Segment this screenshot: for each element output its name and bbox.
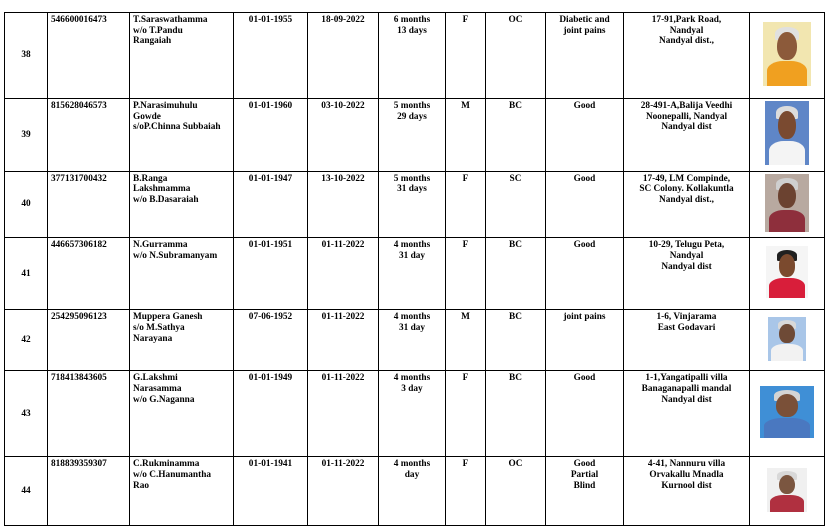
person-photo xyxy=(763,22,811,86)
duration-cell xyxy=(379,238,446,310)
name-line: P.Narasimuhulu xyxy=(133,101,198,111)
photo-cell xyxy=(750,371,825,457)
duration-line: 31 day xyxy=(398,323,426,334)
admission-date: 18-09-2022 xyxy=(321,15,365,25)
health-condition-cell xyxy=(546,238,624,310)
duration-line: 13 days xyxy=(397,25,427,36)
photo-cell xyxy=(750,13,825,99)
gender: F xyxy=(462,459,469,470)
caste-category: SC xyxy=(509,173,522,184)
address-cell xyxy=(624,310,750,371)
admission-date: 01-11-2022 xyxy=(321,312,365,323)
address-cell xyxy=(624,238,750,310)
aadhaar-number: 815628046573 xyxy=(51,101,107,111)
beneficiary-register-table xyxy=(4,12,825,526)
duration-line: 4 months xyxy=(393,459,431,470)
dob-cell xyxy=(234,171,308,238)
table-row xyxy=(5,171,825,238)
serial-number: 41 xyxy=(21,268,31,279)
dob-cell xyxy=(234,310,308,371)
serial-number: 40 xyxy=(21,199,31,210)
health-line: Good xyxy=(573,373,596,384)
address-cell xyxy=(624,99,750,172)
address-cell xyxy=(624,371,750,457)
address-cell xyxy=(624,457,750,526)
aadhaar-number: 546600016473 xyxy=(51,15,107,25)
serial-number-cell xyxy=(5,238,48,310)
date-of-birth: 01-01-1955 xyxy=(248,15,293,25)
address-line: Nandyal dist xyxy=(661,261,712,272)
gender-cell xyxy=(446,171,486,238)
duration-line: 3 day xyxy=(401,384,423,395)
address-line: East Godavari xyxy=(657,323,716,334)
photo-cell xyxy=(750,99,825,172)
table-row xyxy=(5,371,825,457)
category-cell xyxy=(486,13,546,99)
admission-date-cell xyxy=(308,457,379,526)
date-of-birth: 01-01-1960 xyxy=(248,101,293,111)
duration-line: 4 months xyxy=(393,312,431,323)
caste-category: OC xyxy=(508,459,523,470)
caste-category: BC xyxy=(509,240,522,251)
name-line: w/o B.Dasaraiah xyxy=(133,195,199,206)
aadhaar-cell xyxy=(48,310,130,371)
name-line: G.Lakshmi xyxy=(133,373,178,384)
gender-cell xyxy=(446,457,486,526)
name-cell xyxy=(130,99,234,172)
admission-date-cell xyxy=(308,99,379,172)
admission-date: 01-11-2022 xyxy=(321,373,365,384)
health-line: Blind xyxy=(573,480,596,491)
name-line: Muppera Ganesh xyxy=(133,312,203,323)
person-photo xyxy=(768,317,806,361)
name-line: w/o T.Pandu xyxy=(133,25,183,36)
health-line: joint pains xyxy=(563,312,606,323)
address-line: Nandyal dist xyxy=(661,394,712,405)
serial-number-cell xyxy=(5,457,48,526)
duration-line: 31 day xyxy=(398,251,426,262)
health-line: Good xyxy=(573,101,596,111)
admission-date-cell xyxy=(308,371,379,457)
name-line: T.Saraswathamma xyxy=(133,15,208,25)
admission-date: 01-11-2022 xyxy=(321,459,365,470)
person-photo xyxy=(767,468,807,512)
health-line: Good xyxy=(573,459,596,470)
address-line: 4-41, Nannuru villa xyxy=(647,459,726,470)
date-of-birth: 01-01-1949 xyxy=(248,373,293,384)
date-of-birth: 07-06-1952 xyxy=(248,312,293,323)
serial-number-cell xyxy=(5,371,48,457)
person-photo xyxy=(765,101,809,165)
aadhaar-number: 718413843605 xyxy=(51,373,107,384)
address-cell xyxy=(624,13,750,99)
photo-cell xyxy=(750,171,825,238)
health-condition-cell xyxy=(546,13,624,99)
category-cell xyxy=(486,99,546,172)
category-cell xyxy=(486,310,546,371)
duration-line: 5 months xyxy=(393,101,431,111)
category-cell xyxy=(486,171,546,238)
category-cell xyxy=(486,238,546,310)
duration-cell xyxy=(379,171,446,238)
address-line: Kurnool dist xyxy=(661,480,712,491)
dob-cell xyxy=(234,371,308,457)
gender-cell xyxy=(446,99,486,172)
table-row xyxy=(5,238,825,310)
name-line: Lakshmamma xyxy=(133,184,191,195)
gender: M xyxy=(461,312,470,323)
gender-cell xyxy=(446,238,486,310)
aadhaar-cell xyxy=(48,171,130,238)
address-line: 17-49, LM Compinde, xyxy=(642,173,731,184)
aadhaar-number: 818839359307 xyxy=(51,459,107,470)
gender-cell xyxy=(446,371,486,457)
gender: M xyxy=(461,101,470,111)
name-line: C.Rukminamma xyxy=(133,459,200,470)
name-line: w/o N.Subramanyam xyxy=(133,251,218,262)
address-line: Nandyal dist xyxy=(661,122,712,133)
admission-date: 01-11-2022 xyxy=(321,240,365,251)
caste-category: BC xyxy=(509,101,522,111)
aadhaar-cell xyxy=(48,99,130,172)
address-line: Orvakallu Mnadla xyxy=(649,470,724,481)
serial-number: 42 xyxy=(21,335,31,346)
category-cell xyxy=(486,371,546,457)
table-row xyxy=(5,457,825,526)
gender: F xyxy=(462,373,469,384)
serial-number-cell xyxy=(5,99,48,172)
admission-date-cell xyxy=(308,13,379,99)
name-cell xyxy=(130,371,234,457)
serial-number-cell xyxy=(5,13,48,99)
aadhaar-number: 446657306182 xyxy=(51,240,107,251)
aadhaar-number: 254295096123 xyxy=(51,312,107,323)
table-row xyxy=(5,13,825,99)
duration-line: 5 months xyxy=(393,173,431,184)
aadhaar-cell xyxy=(48,371,130,457)
address-line: Nandyal dist., xyxy=(658,195,715,206)
dob-cell xyxy=(234,99,308,172)
person-photo xyxy=(760,386,814,438)
name-line: s/oP.Chinna Subbaiah xyxy=(133,122,221,133)
caste-category: OC xyxy=(508,15,523,25)
admission-date: 13-10-2022 xyxy=(321,173,365,184)
address-cell xyxy=(624,171,750,238)
name-line: B.Ranga xyxy=(133,173,168,184)
aadhaar-cell xyxy=(48,457,130,526)
address-line: Nandyal dist., xyxy=(658,36,715,47)
health-line: Diabetic and xyxy=(559,15,610,25)
duration-line: 29 days xyxy=(397,111,427,122)
caste-category: BC xyxy=(509,373,522,384)
date-of-birth: 01-01-1951 xyxy=(248,240,293,251)
gender: F xyxy=(462,240,469,251)
admission-date-cell xyxy=(308,171,379,238)
health-condition-cell xyxy=(546,371,624,457)
duration-line: 31 days xyxy=(397,184,427,195)
name-cell xyxy=(130,13,234,99)
dob-cell xyxy=(234,457,308,526)
name-line: w/o G.Naganna xyxy=(133,394,195,405)
name-line: s/o M.Sathya xyxy=(133,323,185,334)
duration-line: 4 months xyxy=(393,240,431,251)
address-line: Nandyal xyxy=(669,251,704,262)
health-line: joint pains xyxy=(563,25,606,36)
duration-cell xyxy=(379,310,446,371)
name-line: w/o C.Hanumantha xyxy=(133,470,212,481)
aadhaar-cell xyxy=(48,13,130,99)
dob-cell xyxy=(234,238,308,310)
serial-number-cell xyxy=(5,310,48,371)
admission-date-cell xyxy=(308,238,379,310)
duration-cell xyxy=(379,457,446,526)
address-line: 28-491-A,Balija Veedhi xyxy=(640,101,733,111)
duration-cell xyxy=(379,371,446,457)
address-line: 17-91,Park Road, xyxy=(651,15,722,25)
name-cell xyxy=(130,238,234,310)
date-of-birth: 01-01-1941 xyxy=(248,459,293,470)
name-line: Gowde xyxy=(133,111,161,122)
caste-category: BC xyxy=(509,312,522,323)
duration-cell xyxy=(379,99,446,172)
duration-cell xyxy=(379,13,446,99)
name-line: Rangaiah xyxy=(133,36,172,47)
health-line: Good xyxy=(573,173,596,184)
duration-line: 6 months xyxy=(393,15,431,25)
photo-cell xyxy=(750,457,825,526)
health-condition-cell xyxy=(546,310,624,371)
serial-number: 44 xyxy=(21,486,31,497)
date-of-birth: 01-01-1947 xyxy=(248,173,293,184)
address-line: 1-6, Vinjarama xyxy=(656,312,717,323)
gender: F xyxy=(462,173,469,184)
name-line: Narayana xyxy=(133,333,173,344)
duration-line: 4 months xyxy=(393,373,431,384)
health-condition-cell xyxy=(546,171,624,238)
dob-cell xyxy=(234,13,308,99)
gender: F xyxy=(462,15,469,25)
name-cell xyxy=(130,457,234,526)
address-line: Noonepalli, Nandyal xyxy=(645,111,728,122)
photo-cell xyxy=(750,238,825,310)
admission-date-cell xyxy=(308,310,379,371)
name-cell xyxy=(130,171,234,238)
health-line: Partial xyxy=(570,470,599,481)
person-photo xyxy=(766,246,808,298)
table-row xyxy=(5,310,825,371)
health-condition-cell xyxy=(546,457,624,526)
serial-number: 43 xyxy=(21,408,31,419)
category-cell xyxy=(486,457,546,526)
name-line: Narasamma xyxy=(133,384,182,395)
aadhaar-cell xyxy=(48,238,130,310)
health-line: Good xyxy=(573,240,596,251)
name-line: N.Gurramma xyxy=(133,240,188,251)
name-cell xyxy=(130,310,234,371)
address-line: 1-1,Yangatipalli villa xyxy=(645,373,728,384)
health-condition-cell xyxy=(546,99,624,172)
table-row xyxy=(5,99,825,172)
duration-line: day xyxy=(404,470,420,481)
name-line: Rao xyxy=(133,480,150,491)
serial-number: 38 xyxy=(21,50,31,61)
address-line: Banaganapalli mandal xyxy=(641,384,732,395)
aadhaar-number: 377131700432 xyxy=(51,173,107,184)
address-line: Nandyal xyxy=(669,25,704,36)
serial-number-cell xyxy=(5,171,48,238)
photo-cell xyxy=(750,310,825,371)
address-line: SC Colony. Kollakuntla xyxy=(639,184,734,195)
person-photo xyxy=(765,174,809,232)
serial-number: 39 xyxy=(21,129,31,140)
gender-cell xyxy=(446,310,486,371)
gender-cell xyxy=(446,13,486,99)
table-body xyxy=(5,13,825,526)
admission-date: 03-10-2022 xyxy=(321,101,365,111)
address-line: 10-29, Telugu Peta, xyxy=(648,240,725,251)
